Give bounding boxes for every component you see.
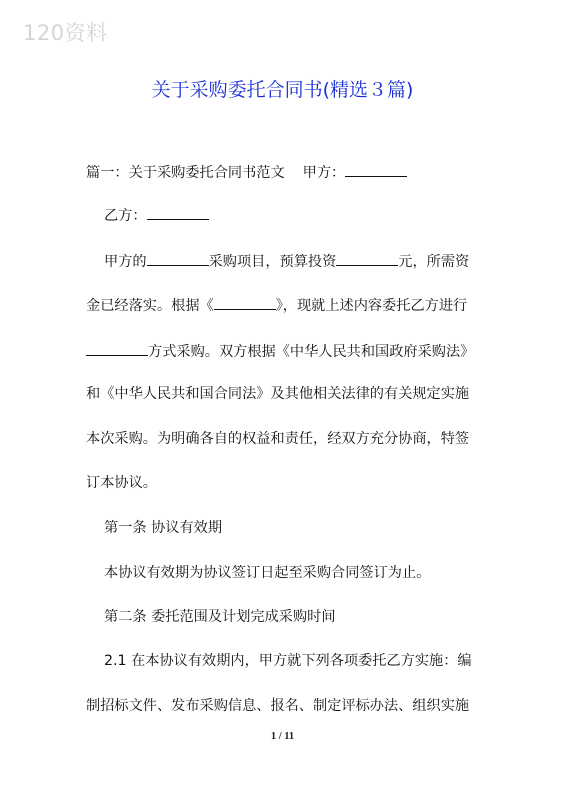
- party-a-label: 甲方：: [302, 165, 346, 181]
- procurement-method-blank: [86, 340, 148, 356]
- party-b-blank: [147, 204, 209, 220]
- article-title: 第二条 委托范围及计划完成采购时间: [104, 609, 336, 625]
- law-name-blank: [214, 294, 276, 310]
- paragraph-line: [86, 340, 474, 362]
- paragraph-line: [104, 250, 469, 272]
- section-heading: 篇一：关于采购委托合同书范文: [86, 165, 285, 181]
- text-segment: 元，所需资: [398, 254, 470, 270]
- party-a-blank: [345, 161, 407, 177]
- budget-blank: [336, 250, 398, 266]
- watermark: 120资料: [23, 21, 108, 45]
- text-segment: 金已经落实。根据《: [86, 298, 214, 314]
- paragraph-line: 本次采购。为明确各自的权益和责任，经双方充分协商，特签: [86, 431, 470, 447]
- party-b-line: [104, 204, 209, 226]
- article-title: 第一条 协议有效期: [104, 520, 223, 536]
- paragraph-line: 订本协议。: [86, 475, 157, 491]
- page-number: 1 / 11: [270, 731, 295, 742]
- article-text: 2.1 在本协议有效期内，甲方就下列各项委托乙方实施：编: [104, 653, 472, 669]
- text-segment: 》，现就上述内容委托乙方进行: [275, 298, 468, 314]
- party-b-label: 乙方：: [104, 208, 147, 224]
- project-blank: [147, 250, 209, 266]
- section-heading-line: [86, 161, 407, 183]
- document-title: 关于采购委托合同书(精选３篇): [151, 79, 414, 101]
- article-text: 本协议有效期为协议签订日起至采购合同签订为止。: [104, 565, 431, 581]
- paragraph-line: 和《中华人民共和国合同法》及其他相关法律的有关规定实施: [86, 386, 470, 402]
- paragraph-line: [86, 294, 467, 316]
- text-segment: 甲方的: [104, 254, 147, 270]
- text-segment: 方式采购。双方根据《中华人民共和国政府采购法》: [148, 344, 475, 360]
- text-segment: 采购项目，预算投资: [208, 254, 337, 270]
- article-text: 制招标文件、发布采购信息、报名、制定评标办法、组织实施: [86, 698, 470, 714]
